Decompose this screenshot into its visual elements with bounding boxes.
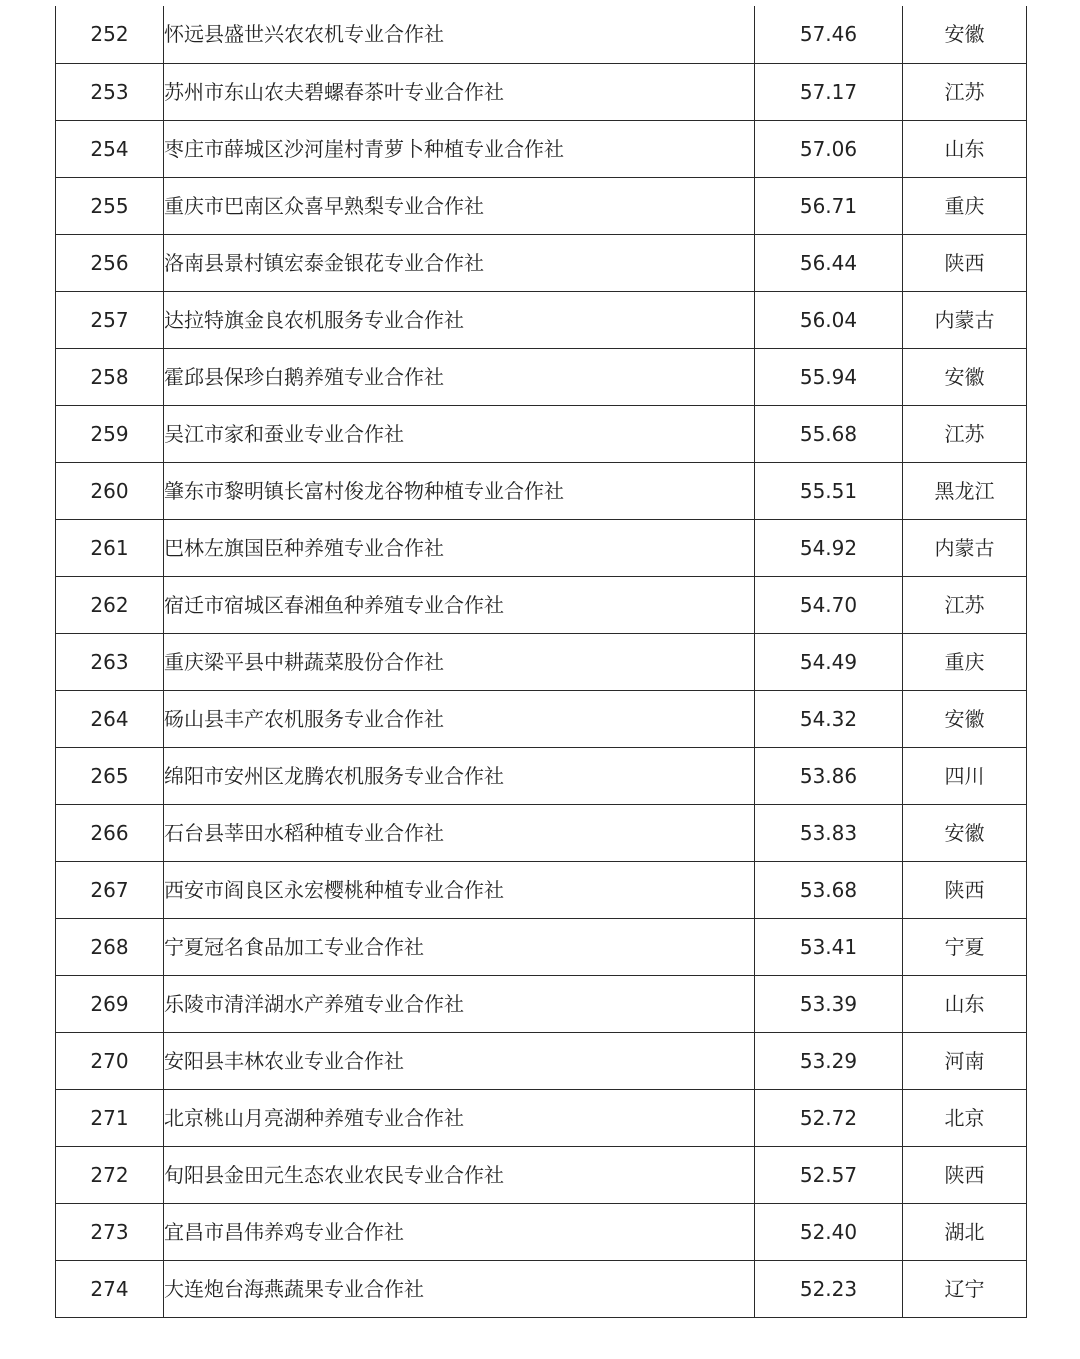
- cooperative-name-cell: 西安市阎良区永宏樱桃种植专业合作社: [164, 861, 755, 918]
- province-cell: 江苏: [903, 63, 1027, 120]
- rank-cell: 254: [56, 120, 164, 177]
- province-cell: 内蒙古: [903, 291, 1027, 348]
- rank-cell: 253: [56, 63, 164, 120]
- cooperative-name-cell: 达拉特旗金良农机服务专业合作社: [164, 291, 755, 348]
- province-cell: 黑龙江: [903, 462, 1027, 519]
- score-cell: 53.83: [755, 804, 903, 861]
- rank-cell: 258: [56, 348, 164, 405]
- cooperative-name-cell: 绵阳市安州区龙腾农机服务专业合作社: [164, 747, 755, 804]
- rank-cell: 264: [56, 690, 164, 747]
- table-row: [56, 804, 1027, 861]
- rank-cell: 260: [56, 462, 164, 519]
- province-cell: 北京: [903, 1089, 1027, 1146]
- province-cell: 山东: [903, 120, 1027, 177]
- score-cell: 54.92: [755, 519, 903, 576]
- table-row: [56, 747, 1027, 804]
- score-cell: 53.41: [755, 918, 903, 975]
- table-row: [56, 633, 1027, 690]
- score-cell: 54.70: [755, 576, 903, 633]
- rank-cell: 259: [56, 405, 164, 462]
- cooperative-name-cell: 宿迁市宿城区春湘鱼种养殖专业合作社: [164, 576, 755, 633]
- score-cell: 52.57: [755, 1146, 903, 1203]
- cooperative-name-cell: 乐陵市清洋湖水产养殖专业合作社: [164, 975, 755, 1032]
- rank-cell: 265: [56, 747, 164, 804]
- rank-cell: 261: [56, 519, 164, 576]
- province-cell: 江苏: [903, 576, 1027, 633]
- table-row: [56, 6, 1027, 63]
- rank-cell: 272: [56, 1146, 164, 1203]
- rank-cell: 255: [56, 177, 164, 234]
- table-row: [56, 1260, 1027, 1317]
- score-cell: 57.46: [755, 6, 903, 63]
- table-row: [56, 861, 1027, 918]
- cooperative-name-cell: 洛南县景村镇宏泰金银花专业合作社: [164, 234, 755, 291]
- rank-cell: 271: [56, 1089, 164, 1146]
- province-cell: 陕西: [903, 861, 1027, 918]
- ranking-table-container: [55, 6, 1026, 1318]
- rank-cell: 263: [56, 633, 164, 690]
- cooperative-name-cell: 苏州市东山农夫碧螺春茶叶专业合作社: [164, 63, 755, 120]
- table-row: [56, 1203, 1027, 1260]
- table-row: [56, 690, 1027, 747]
- table-row: [56, 1146, 1027, 1203]
- score-cell: 52.23: [755, 1260, 903, 1317]
- rank-cell: 262: [56, 576, 164, 633]
- score-cell: 55.68: [755, 405, 903, 462]
- table-row: [56, 975, 1027, 1032]
- province-cell: 安徽: [903, 348, 1027, 405]
- province-cell: 辽宁: [903, 1260, 1027, 1317]
- table-row: [56, 291, 1027, 348]
- rank-cell: 257: [56, 291, 164, 348]
- table-row: [56, 405, 1027, 462]
- rank-cell: 270: [56, 1032, 164, 1089]
- cooperative-name-cell: 大连炮台海燕蔬果专业合作社: [164, 1260, 755, 1317]
- province-cell: 陕西: [903, 1146, 1027, 1203]
- province-cell: 河南: [903, 1032, 1027, 1089]
- score-cell: 57.17: [755, 63, 903, 120]
- province-cell: 湖北: [903, 1203, 1027, 1260]
- score-cell: 53.29: [755, 1032, 903, 1089]
- score-cell: 56.44: [755, 234, 903, 291]
- cooperative-name-cell: 石台县莘田水稻种植专业合作社: [164, 804, 755, 861]
- province-cell: 安徽: [903, 6, 1027, 63]
- rank-cell: 273: [56, 1203, 164, 1260]
- rank-cell: 269: [56, 975, 164, 1032]
- rank-cell: 274: [56, 1260, 164, 1317]
- cooperative-name-cell: 吴江市家和蚕业专业合作社: [164, 405, 755, 462]
- cooperative-name-cell: 怀远县盛世兴农农机专业合作社: [164, 6, 755, 63]
- table-row: [56, 1032, 1027, 1089]
- province-cell: 陕西: [903, 234, 1027, 291]
- cooperative-name-cell: 旬阳县金田元生态农业农民专业合作社: [164, 1146, 755, 1203]
- cooperative-name-cell: 重庆梁平县中耕蔬菜股份合作社: [164, 633, 755, 690]
- cooperative-name-cell: 重庆市巴南区众喜早熟梨专业合作社: [164, 177, 755, 234]
- score-cell: 52.72: [755, 1089, 903, 1146]
- table-row: [56, 63, 1027, 120]
- rank-cell: 266: [56, 804, 164, 861]
- table-row: [56, 1089, 1027, 1146]
- score-cell: 54.32: [755, 690, 903, 747]
- province-cell: 宁夏: [903, 918, 1027, 975]
- cooperative-name-cell: 宁夏冠名食品加工专业合作社: [164, 918, 755, 975]
- province-cell: 内蒙古: [903, 519, 1027, 576]
- cooperative-name-cell: 枣庄市薛城区沙河崖村青萝卜种植专业合作社: [164, 120, 755, 177]
- province-cell: 安徽: [903, 690, 1027, 747]
- table-row: [56, 177, 1027, 234]
- rank-cell: 252: [56, 6, 164, 63]
- rank-cell: 267: [56, 861, 164, 918]
- score-cell: 54.49: [755, 633, 903, 690]
- province-cell: 安徽: [903, 804, 1027, 861]
- cooperative-name-cell: 霍邱县保珍白鹅养殖专业合作社: [164, 348, 755, 405]
- score-cell: 55.51: [755, 462, 903, 519]
- cooperative-name-cell: 宜昌市昌伟养鸡专业合作社: [164, 1203, 755, 1260]
- province-cell: 四川: [903, 747, 1027, 804]
- cooperative-name-cell: 肇东市黎明镇长富村俊龙谷物种植专业合作社: [164, 462, 755, 519]
- province-cell: 重庆: [903, 633, 1027, 690]
- score-cell: 53.68: [755, 861, 903, 918]
- ranking-table: [55, 6, 1027, 1318]
- rank-cell: 256: [56, 234, 164, 291]
- ranking-table-body: [56, 6, 1027, 1317]
- table-row: [56, 462, 1027, 519]
- table-row: [56, 576, 1027, 633]
- cooperative-name-cell: 巴林左旗国臣种养殖专业合作社: [164, 519, 755, 576]
- score-cell: 55.94: [755, 348, 903, 405]
- score-cell: 56.04: [755, 291, 903, 348]
- score-cell: 52.40: [755, 1203, 903, 1260]
- score-cell: 53.39: [755, 975, 903, 1032]
- cooperative-name-cell: 砀山县丰产农机服务专业合作社: [164, 690, 755, 747]
- cooperative-name-cell: 北京桃山月亮湖种养殖专业合作社: [164, 1089, 755, 1146]
- table-row: [56, 120, 1027, 177]
- province-cell: 山东: [903, 975, 1027, 1032]
- cooperative-name-cell: 安阳县丰林农业专业合作社: [164, 1032, 755, 1089]
- province-cell: 重庆: [903, 177, 1027, 234]
- score-cell: 56.71: [755, 177, 903, 234]
- table-row: [56, 918, 1027, 975]
- rank-cell: 268: [56, 918, 164, 975]
- score-cell: 57.06: [755, 120, 903, 177]
- score-cell: 53.86: [755, 747, 903, 804]
- table-row: [56, 519, 1027, 576]
- table-row: [56, 234, 1027, 291]
- table-row: [56, 348, 1027, 405]
- province-cell: 江苏: [903, 405, 1027, 462]
